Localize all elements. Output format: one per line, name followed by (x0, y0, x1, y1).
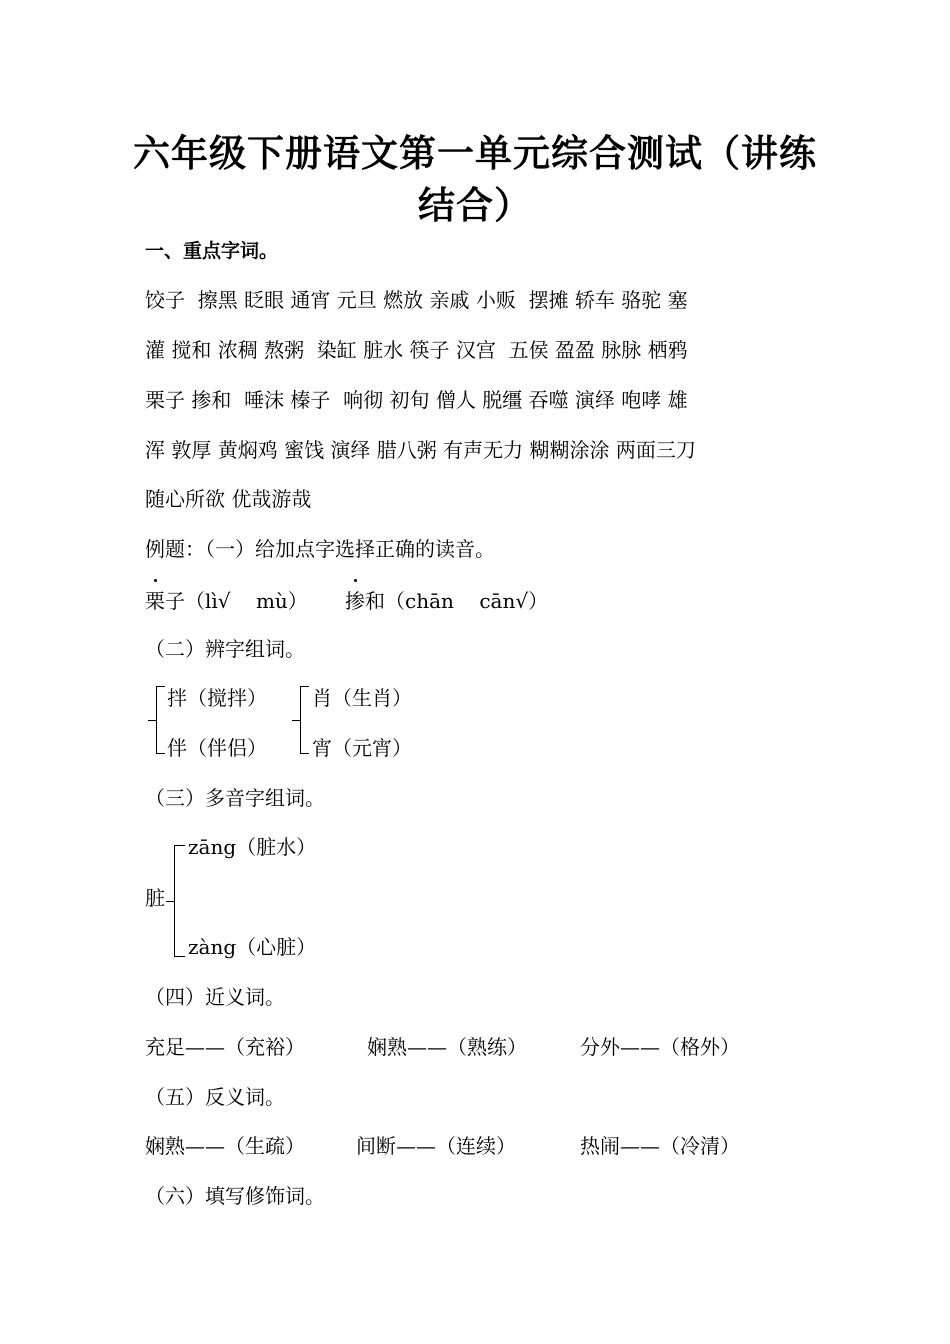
dotted-char: 掺 (345, 589, 365, 613)
pinyin-options: 和（chān cān√） (365, 589, 549, 613)
subsection-heading-6: （六）填写修饰词。 (145, 1184, 325, 1208)
pinyin-question-2 (345, 587, 548, 615)
title-line-2: 结合） (418, 183, 532, 227)
group-b-item-2: 宵（元宵） (312, 736, 412, 760)
group-b-item-1: 肖（生肖） (312, 686, 412, 710)
synonym-pair: 充足——（充裕） (145, 1035, 305, 1059)
word-line-1: 饺子 擦黑 眨眼 通宵 元旦 燃放 亲戚 小贩 摆摊 轿车 骆驼 塞 (145, 288, 688, 312)
subsection-heading-2: （二）辨字组词。 (145, 637, 305, 661)
subsection-heading-5: （五）反义词。 (145, 1085, 285, 1109)
brace-polyphone (174, 845, 185, 957)
word-line-4: 浑 敦厚 黄焖鸡 蜜饯 演绎 腊八粥 有声无力 糊糊涂涂 两面三刀 (145, 438, 696, 462)
antonym-pair: 娴熟——（生疏） (145, 1134, 305, 1158)
synonym-pair: 娴熟——（熟练） (367, 1035, 527, 1059)
brace-group-a (156, 686, 165, 754)
group-a-item-1: 拌（搅拌） (167, 686, 267, 710)
synonym-pair: 分外——（格外） (580, 1035, 740, 1059)
dotted-char: 栗 (145, 589, 165, 613)
subsection-heading-4: （四）近义词。 (145, 985, 285, 1009)
polyphone-item-1: zāng（脏水） (188, 835, 317, 859)
word-line-3: 栗子 掺和 唾沫 榛子 响彻 初旬 僧人 脱缰 吞噬 演绎 咆哮 雄 (145, 388, 688, 412)
word-line-2: 灌 搅和 浓稠 熬粥 染缸 脏水 筷子 汉宫 五侯 盈盈 脉脉 栖鸦 (145, 338, 688, 362)
word-line-5: 随心所欲 优哉游哉 (145, 487, 312, 511)
group-a-item-2: 伴（伴侣） (167, 736, 267, 760)
example-heading: 例题：（一）给加点字选择正确的读音。 (145, 537, 495, 561)
polyphone-char: 脏 (145, 886, 165, 910)
antonym-pair: 间断——（连续） (356, 1134, 516, 1158)
section-heading: 一、重点字词。 (145, 240, 279, 262)
title-line-1: 六年级下册语文第一单元综合测试（讲练 (133, 131, 817, 175)
polyphone-item-2: zàng（心脏） (188, 935, 317, 959)
pinyin-question-1 (145, 587, 308, 615)
antonym-pair: 热闹——（冷清） (580, 1134, 740, 1158)
brace-group-b (300, 686, 309, 754)
pinyin-options: 子（lì√ mù） (165, 589, 308, 613)
subsection-heading-3: （三）多音字组词。 (145, 786, 325, 810)
